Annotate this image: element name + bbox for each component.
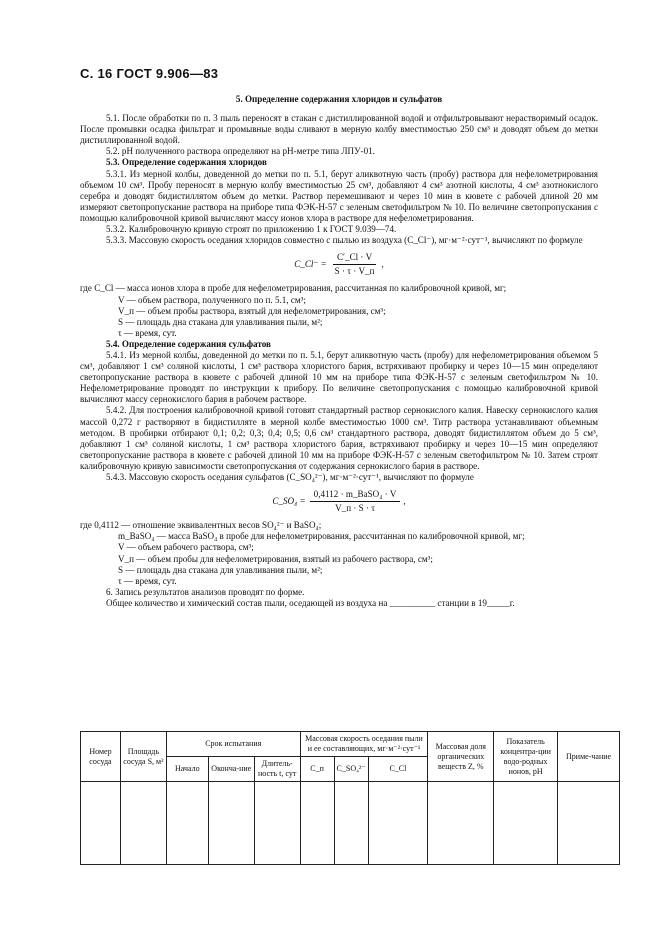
col-start: Начало [166, 757, 208, 782]
col-ccl: C_Cl [368, 757, 428, 782]
legend-chlorides [80, 283, 598, 338]
table-cell[interactable] [208, 782, 254, 865]
formula-sulfates-numerator: 0,4112 · m_BaSO₄ · V [310, 489, 401, 502]
table-cell[interactable] [558, 782, 620, 865]
table-cell[interactable] [254, 782, 300, 865]
paragraph-6: 6. Запись результатов анализов проводят по форме. [106, 586, 305, 597]
legend-item: V — объем раствора, полученного по п. 5.1, см³; [118, 294, 306, 305]
table-cell[interactable] [494, 782, 558, 865]
col-test-period: Срок испытания [166, 732, 300, 757]
paragraph-5-2: 5.2. pH полученного раствора определяют на pH-метре типа ЛПУ-01. [106, 146, 375, 157]
heading-5-3: 5.3. Определение содержания хлоридов [106, 157, 267, 168]
table-cell[interactable] [300, 782, 334, 865]
formula-chlorides-denominator: S · τ · V_п [334, 266, 375, 277]
heading-5-4: 5.4. Определение содержания сульфатов [106, 338, 271, 349]
legend-item: V_п — объем пробы для нефелометрирования, взятый из рабочего раствора, см³; [118, 553, 433, 564]
table-row [81, 782, 620, 865]
col-ph: Показатель концентра-ции водо-родных ионов, pH [494, 732, 558, 782]
results-form-table [80, 731, 620, 865]
legend-item: V_п — объем пробы раствора, взятый для нефелометрирования, см³; [118, 305, 386, 316]
paragraph-5-4-1: 5.4.1. Из мерной колбы, доведенной до метки по п. 5.1, берут аликвотную часть (пробу) для нефелометрирования объемом 5 см³, добавляют 1 см³ соляной кислоты, 1 см³ раствора хлористого бария, встряхивают пробирку и через 10—15 мин определяют светопропускание раствора в кювете с рабочей длиной 10 мм на приборе типа ФЭК-Н-57 с зеленым светофильтром № 10. Нефелометрирование проводят по инструкции к прибору. По величине светопропускания с помощью калибровочной кривой вычисляют массу сернокислого бария в рабочем растворе. [80, 349, 598, 405]
col-note: Приме-чание [558, 732, 620, 782]
col-cso4: C_SO₄²⁻ [334, 757, 368, 782]
formula-chlorides-lhs: C_Cl⁻ = [294, 259, 327, 270]
table-cell[interactable] [81, 782, 121, 865]
formula-sulfates-fraction [310, 489, 401, 514]
legend-item: τ — время, сут. [118, 327, 177, 338]
legend-item: τ — время, сут. [118, 575, 177, 586]
legend-item: V — объем рабочего раствора, см³; [118, 542, 254, 553]
table-header-row [81, 732, 620, 757]
col-end: Оконча-ние [208, 757, 254, 782]
page-header: С. 16 ГОСТ 9.906—83 [80, 66, 219, 81]
formula-chlorides-fraction [331, 252, 379, 277]
legend-item: S — площадь дна стакана для улавливания пыли, м²; [118, 564, 323, 575]
formula-sulfates-denominator: V_п · S · τ [335, 503, 375, 514]
paragraph-5-4-2: 5.4.2. Для построения калибровочной кривой готовят стандартный раствор сернокислого калия. Навеску сернокислого калия массой 0,272 г растворяют в бидистилляте в мерной колбе вместимостью 1000 см³. Титр раствора устанавливают объемным методом. В пробирки отбирают 0,1; 0,2; 0,3; 0,4; 0,5; 0,6 см³ стандартного раствора, доводят бидистиллятом объем до 5 см³, добавляют 1 см³ соляной кислоты, 1 см³ раствора хлористого бария, встряхивают пробирку и через 10—15 мин определяют светопропускание раствора в кювете с рабочей длиной 10 мм на приборе ФЭК-Н-57 с зеленым светофильтром № 10. Затем строят калибровочную кривую зависимости светопропускания от содержания сернокислого бария в растворе. [80, 405, 598, 471]
col-duration: Длитель-ность t, сут [254, 757, 300, 782]
col-vessel-area: Площадь сосуда S, м² [120, 732, 166, 782]
paragraph-5-1: 5.1. После обработки по п. 3 пыль переносят в стакан с дистиллированной водой и отфильтровывают нерастворимый осадок. После промывки осадка фильтрат и промывные воды сливают в мерную колбу вместимостью 250 см³ и доводят объем до метки дистиллированной водой. [80, 113, 598, 146]
paragraph-5-3-2: 5.3.2. Калибровочную кривую строят по приложению 1 к ГОСТ 9.039—74. [106, 224, 397, 235]
formula-sulfates-end: , [403, 496, 406, 507]
formula-sulfates-lhs: C_SO₄ = [272, 496, 306, 507]
formula-chlorides-numerator: C′_Cl · V [333, 252, 376, 265]
formula-chlorides-end: , [381, 259, 384, 270]
table-cell[interactable] [428, 782, 494, 865]
formula-chlorides [80, 252, 598, 277]
formula-sulfates [80, 489, 598, 514]
legend-item: m_BaSO₄ — масса BaSO₄ в пробе для нефелометрирования, рассчитанная по калибровочной кривой, мг; [118, 531, 525, 542]
paragraph-5-3-3: 5.3.3. Массовую скорость оседания хлоридов совместно с пылью из воздуха (C_Cl⁻), мг·м⁻²·сут⁻¹, вычисляют по формуле [106, 235, 583, 246]
col-cp: C_п [300, 757, 334, 782]
table-cell[interactable] [120, 782, 166, 865]
legend-item: где 0,4112 — отношение эквивалентных весов SO₄²⁻ и BaSO₄; [80, 520, 322, 531]
paragraph-6-form: Общее количество и химический состав пыли, оседающей из воздуха на __________ станции в 19_____г. [106, 597, 515, 608]
document-body [80, 94, 598, 609]
paragraph-5-3-1: 5.3.1. Из мерной колбы, доведенной до метки по п. 5.1, берут аликвотную часть (пробу) раствора для нефелометрирования объемом 10 см³. Пробу переносят в мерную колбу вместимостью 25 см³, добавляют 4 см³ азотной кислоты, 4 см³ азотнокислого серебра и доводят бидистиллятом объем до метки. Раствор перемешивают и через 10 мин в кювете с рабочей длиной 20 мм измеряют светопропускание раствора на приборе типа ФЭК-Н-57 с зеленым светофильтром № 10. По величине светопропускания с помощью калибровочной кривой вычисляют массу ионов хлора в растворе для нефелометрирования. [80, 168, 598, 223]
legend-item: S — площадь дна стакана для улавливания пыли, м²; [118, 316, 323, 327]
col-organic-fraction: Массовая доля органических веществ Z, % [428, 732, 494, 782]
legend-sulfates [80, 520, 598, 587]
table-cell[interactable] [368, 782, 428, 865]
section-5-title: 5. Определение содержания хлоридов и сульфатов [235, 94, 443, 104]
col-deposition-rate: Массовая скорость оседания пыли и ее составляющих, мг·м⁻²·сут⁻¹ [300, 732, 428, 757]
table-cell[interactable] [166, 782, 208, 865]
legend-item: где C_Cl — масса ионов хлора в пробе для нефелометрирования, рассчитанная по калибровочной кривой, мг; [80, 283, 507, 294]
col-vessel-number: Номер сосуда [81, 732, 121, 782]
table-cell[interactable] [334, 782, 368, 865]
paragraph-5-4-3: 5.4.3. Массовую скорость оседания сульфатов (C_SO₄²⁻), мг·м⁻²·сут⁻¹, вычисляют по формуле [106, 472, 474, 482]
